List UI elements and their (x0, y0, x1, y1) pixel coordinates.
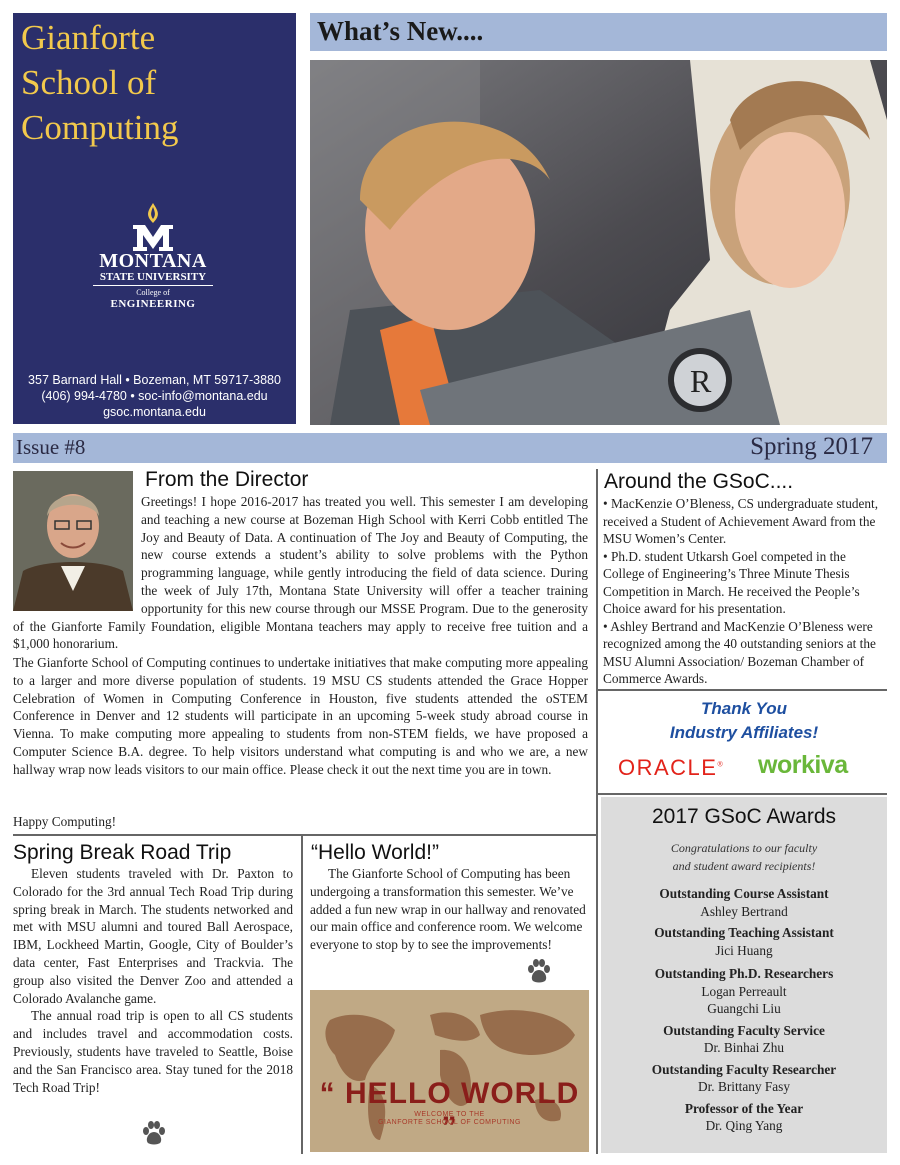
award-recipient: Ashley Bertrand (700, 903, 788, 919)
svg-text:R: R (690, 363, 712, 399)
hello-title: “Hello World!” (311, 841, 439, 864)
around-list (603, 495, 883, 688)
roadtrip-title: Spring Break Road Trip (13, 841, 232, 864)
roadtrip-paragraph-2: The annual road trip is open to all CS students and includes travel and accommodation costs. Previously, students have traveled to Seattle, Boise and the San Francisco area. Stay tuned for the 2018 Tech Road Trip! (13, 1008, 293, 1095)
msu-engineering: ENGINEERING (110, 298, 196, 310)
award-name: Outstanding Course Assistant (659, 886, 829, 901)
thanks-title (603, 697, 885, 745)
award-entry (601, 924, 887, 959)
award-recipient: Guangchi Liu (707, 1001, 781, 1016)
award-entry (601, 1100, 887, 1135)
award-name: Outstanding Teaching Assistant (654, 925, 834, 940)
school-name-line: Gianforte (21, 18, 156, 57)
director-title: From the Director (145, 468, 309, 491)
divider (597, 689, 887, 691)
award-name: Professor of the Year (684, 1100, 804, 1116)
oracle-logo (618, 755, 723, 781)
thanks-line: Industry Affiliates! (669, 723, 819, 742)
award-name: Outstanding Faculty Researcher (651, 1061, 837, 1077)
around-title: Around the GSoC.... (604, 470, 794, 493)
list-item: • Ashley Bertrand and MacKenzie O’Bleness were recognized among the 40 outstanding seniors at the MSU Alumni Association/ Bozeman Chamber of Commerce Awards. (603, 618, 876, 686)
award-recipient: Dr. Brittany Fasy (698, 1079, 790, 1094)
issue-season: Spring 2017 (750, 433, 873, 460)
awards-intro-line: Congratulations to our faculty (670, 841, 818, 855)
issue-number: Issue #8 (16, 435, 86, 459)
award-recipient: Dr. Qing Yang (705, 1118, 783, 1133)
hello-paragraph: The Gianforte School of Computing has been undergoing a transformation this semester. We’ve added a fun new wrap in our hallway and renovated our main office and conference room. We welcome everyone to stop by to see the improvements! (310, 866, 586, 953)
hello-world-photo (310, 990, 589, 1152)
hello-subtitle-line: GIANFORTE SCHOOL OF COMPUTING (378, 1119, 521, 1126)
list-item: • MacKenzie O’Bleness, CS undergraduate student, received a Student of Achievement Award from the MSU Women’s Center. (603, 496, 879, 546)
divider (301, 836, 303, 1154)
awards-intro (601, 839, 887, 875)
msu-college: College of (136, 288, 170, 297)
director-signoff: Happy Computing! (13, 814, 117, 829)
address: 357 Barnard Hall • Bozeman, MT 59717-3880 (28, 373, 281, 387)
whats-new-title: What’s New.... (317, 16, 484, 46)
award-entry (601, 1022, 887, 1057)
contact-info (13, 372, 296, 420)
hello-world-subtitle (310, 1111, 589, 1127)
paw-print-icon (140, 1120, 168, 1148)
awards-intro-line: and student award recipients! (672, 859, 816, 873)
award-recipient: Jici Huang (715, 942, 773, 958)
issue-bar (13, 433, 887, 463)
msu-logo (93, 203, 213, 310)
hello-world-sign: “ HELLO WORLD ” (319, 1077, 580, 1144)
divider (596, 836, 598, 1154)
workiva-logo: workiva (758, 751, 848, 779)
director-paragraph-2: The Gianforte School of Computing continues to undertake initiatives that make computing more appealing to a larger and more diverse population of students. 19 MSU CS students attended the Grace Hopper Celebration of Women in Computing Conference in Houston, five students attended the oSTEM Conference in Denver and 12 students will participate in an upcoming 5-week study abroad course in Vienna. To make computing more appealing to students from non-STEM fields, we have proposed a Computer Science B.A. degree. To help visitors understand what computing is and who we are, a new hallway wrap now leads visitors to our main office. Please check it out the next time you are in town. (13, 655, 588, 777)
award-entry (601, 965, 887, 1018)
phone-email: (406) 994-4780 • soc-info@montana.edu (41, 389, 268, 403)
website: gsoc.montana.edu (103, 405, 206, 419)
msu-m-icon (123, 203, 183, 251)
hello-text (310, 865, 588, 954)
photo-spacer (13, 493, 141, 613)
oracle-registered-mark: ® (717, 761, 723, 769)
school-name-line: School of (21, 63, 157, 102)
divider (596, 469, 598, 841)
awards-list (601, 885, 887, 1139)
divider (13, 834, 597, 836)
award-entry (601, 1061, 887, 1096)
roadtrip-text (13, 865, 293, 1096)
thanks-line: Thank You (701, 699, 787, 718)
school-name-line: Computing (21, 108, 179, 147)
msu-wordmark: MONTANA (99, 250, 207, 272)
whats-new-bar (310, 13, 887, 51)
director-paragraph-1-text: Greetings! I hope 2016-2017 has treated you well. This semester I am developing and teaching a new course at Bozeman High School with Kerri Cobb entitled The Joy and Beauty of Data. A continuation of The Joy and Beauty of Computing, the new course extends a student’s ability to solve problems with the Python programming language, while gently introducing the field of data science. During the week of July 17th, Montana State University will offer a teacher training opportunity for this new course through our MSSE Program. Due to the generosity of the Gianforte Family Foundation, eligible Montana teachers may apply to receive free tuition and a $1,000 honorarium. (13, 494, 588, 652)
award-name: Outstanding Ph.D. Researchers (654, 966, 834, 981)
award-recipient: Logan Perreault (701, 983, 787, 999)
hello-subtitle-line: WELCOME TO THE (414, 1111, 485, 1118)
masthead (13, 13, 296, 424)
paw-print-icon (525, 958, 553, 986)
award-name: Outstanding Faculty Service (663, 1022, 825, 1038)
hero-photo (310, 60, 887, 425)
msu-university: STATE UNIVERSITY (93, 271, 213, 286)
awards-box (601, 797, 887, 1153)
award-recipient: Dr. Binhai Zhu (703, 1040, 785, 1055)
school-name (21, 15, 291, 150)
director-paragraph-1 (13, 493, 588, 653)
divider (597, 793, 887, 795)
awards-title: 2017 GSoC Awards (651, 805, 837, 828)
list-item: • Ph.D. student Utkarsh Goel competed in the College of Engineering’s Three Minute Thesis Competition in March. He received the People’s Choice award for his presentation. (603, 548, 860, 616)
roadtrip-paragraph-1: Eleven students traveled with Dr. Paxton to Colorado for the 3rd annual Tech Road Trip during spring break in March. The students networked and met with MSU alumni and toured Ball Aerospace, IBM, Lockheed Martin, Google, City of Boulder’s data center, Fast Enterprises and Trackvia. The group also visited the Denver Zoo and attended a Colorado Avalanche game. (13, 866, 293, 1006)
oracle-wordmark: ORACLE (618, 755, 718, 780)
award-entry (601, 885, 887, 920)
